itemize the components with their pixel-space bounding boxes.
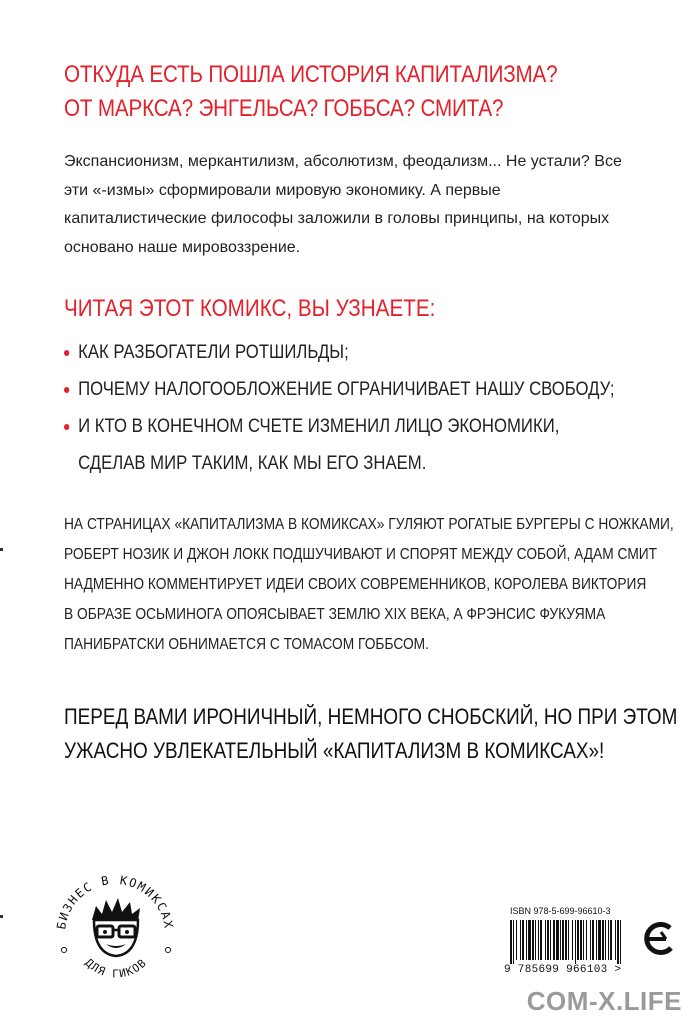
geek-face-icon xyxy=(92,898,140,956)
barcode-bar xyxy=(560,920,561,960)
closing-line: УЖАСНО УВЛЕКАТЕЛЬНЫЙ «КАПИТАЛИЗМ В КОМИКСАХ»! xyxy=(64,738,605,763)
bullet-dot-icon xyxy=(64,387,69,393)
story-line: НА СТРАНИЦАХ «КАПИТАЛИЗМА В КОМИКСАХ» ГУЛЯЮТ РОГАТЫЕ БУРГЕРЫ С НОЖКАМИ, xyxy=(64,516,674,533)
logo-dot-icon xyxy=(166,948,171,953)
story-line: РОБЕРТ НОЗИК И ДЖОН ЛОКК ПОДШУЧИВАЮТ И СПОРЯТ МЕЖДУ СОБОЙ, АДАМ СМИТ xyxy=(64,546,658,563)
logo-dot-icon xyxy=(62,948,67,953)
watermark: COM-X.LIFE xyxy=(526,986,682,1016)
barcode-icon xyxy=(504,920,629,964)
story-line: НАДМЕННО КОММЕНТИРУЕТ ИДЕИ СВОИХ СОВРЕМЕННИКОВ, КОРОЛЕВА ВИКТОРИЯ xyxy=(64,576,647,593)
barcode-bar xyxy=(513,920,514,964)
learn-list xyxy=(64,334,664,482)
barcode-bar xyxy=(575,920,576,964)
headline-line-1: ОТКУДА ЕСТЬ ПОШЛА ИСТОРИЯ КАПИТАЛИЗМА? xyxy=(64,61,558,88)
barcode-bar xyxy=(510,920,512,964)
closing-statement xyxy=(64,700,696,768)
eksmo-logo-icon xyxy=(640,918,676,962)
learn-item-text-continued: СДЕЛАВ МИР ТАКИМ, КАК МЫ ЕГО ЗНАЕМ. xyxy=(78,453,427,474)
barcode-bar xyxy=(545,920,546,960)
series-logo-bottom-text: ДЛЯ ГИКОВ xyxy=(82,956,150,981)
edge-mark xyxy=(0,915,3,918)
barcode-bar xyxy=(586,920,587,960)
learn-item-text: И КТО В КОНЕЧНОМ СЧЕТЕ ИЗМЕНИЛ ЛИЦО ЭКОНОМИКИ, xyxy=(78,416,560,437)
barcode-bar xyxy=(605,920,606,960)
headline xyxy=(64,58,571,126)
closing-line: ПЕРЕД ВАМИ ИРОНИЧНЫЙ, НЕМНОГО СНОБСКИЙ, НО ПРИ ЭТОМ xyxy=(64,704,678,729)
barcode-bar xyxy=(550,920,551,960)
learn-item-text: КАК РАЗБОГАТЕЛИ РОТШИЛЬДЫ; xyxy=(78,342,349,363)
edge-mark xyxy=(0,548,3,551)
barcode-bar xyxy=(516,920,517,960)
barcode-bar xyxy=(617,920,619,964)
barcode-bar xyxy=(553,920,555,960)
headline-line-2: ОТ МАРКСА? ЭНГЕЛЬСА? ГОББСА? СМИТА? xyxy=(64,95,504,122)
barcode-bar xyxy=(540,920,542,960)
barcode-bar xyxy=(598,920,601,960)
barcode-bar xyxy=(596,920,597,960)
learn-item xyxy=(64,334,592,371)
barcode-bar xyxy=(547,920,549,960)
barcode-bar xyxy=(565,920,567,960)
barcode-bar xyxy=(562,920,564,960)
barcode-bar xyxy=(590,920,591,960)
learn-heading: ЧИТАЯ ЭТОТ КОМИКС, ВЫ УЗНАЕТЕ: xyxy=(64,295,436,322)
barcode-bar xyxy=(572,920,573,960)
learn-item-text: ПОЧЕМУ НАЛОГООБЛОЖЕНИЕ ОГРАНИЧИВАЕТ НАШУ СВОБОДУ; xyxy=(78,379,615,400)
barcode-bar xyxy=(620,920,621,964)
svg-text:ДЛЯ ГИКОВ xyxy=(83,956,150,980)
barcode-bar xyxy=(538,920,539,960)
barcode-block xyxy=(504,906,629,986)
barcode-bar xyxy=(528,920,531,960)
barcode-bar xyxy=(615,920,616,960)
barcode-bar xyxy=(608,920,609,960)
story-paragraph xyxy=(64,510,684,660)
barcode-bar xyxy=(522,920,524,960)
barcode-bar xyxy=(610,920,612,960)
barcode-digits: 9 785699 966103 > xyxy=(504,964,622,976)
barcode-bar xyxy=(602,920,604,960)
isbn-number: ISBN 978-5-699-96610-3 xyxy=(510,906,611,916)
story-line: ПАНИБРАТСКИ ОБНИМАЕТСЯ С ТОМАСОМ ГОББСОМ. xyxy=(64,636,429,653)
barcode-bar xyxy=(520,920,521,960)
barcode-bar xyxy=(526,920,527,960)
bullet-dot-icon xyxy=(64,424,69,430)
series-logo xyxy=(48,862,182,996)
bullet-dot-icon xyxy=(64,350,69,356)
barcode-bar xyxy=(580,920,582,960)
intro-paragraph: Экспансионизм, меркантилизм, абсолютизм, феодализм... Не устали? Все эти «-измы» сформировали мировую экономику. А первые капиталистические философы заложили в головы принципы, на которых основано наше мировоззрение. xyxy=(64,153,622,256)
barcode-bar xyxy=(568,920,569,960)
learn-item xyxy=(64,408,592,482)
barcode-bar xyxy=(535,920,536,960)
series-logo-top-text: БИЗНЕС В КОМИКСАХ xyxy=(54,873,176,931)
barcode-bar xyxy=(532,920,534,960)
barcode-bar xyxy=(583,920,584,960)
barcode-bar xyxy=(592,920,594,960)
barcode-bar xyxy=(577,920,579,960)
barcode-bar xyxy=(556,920,559,960)
story-line: В ОБРАЗЕ ОСЬМИНОГА ОПОЯСЫВАЕТ ЗЕМЛЮ XIX ВЕКА, А ФРЭНСИС ФУКУЯМА xyxy=(64,606,606,623)
learn-item xyxy=(64,371,615,408)
